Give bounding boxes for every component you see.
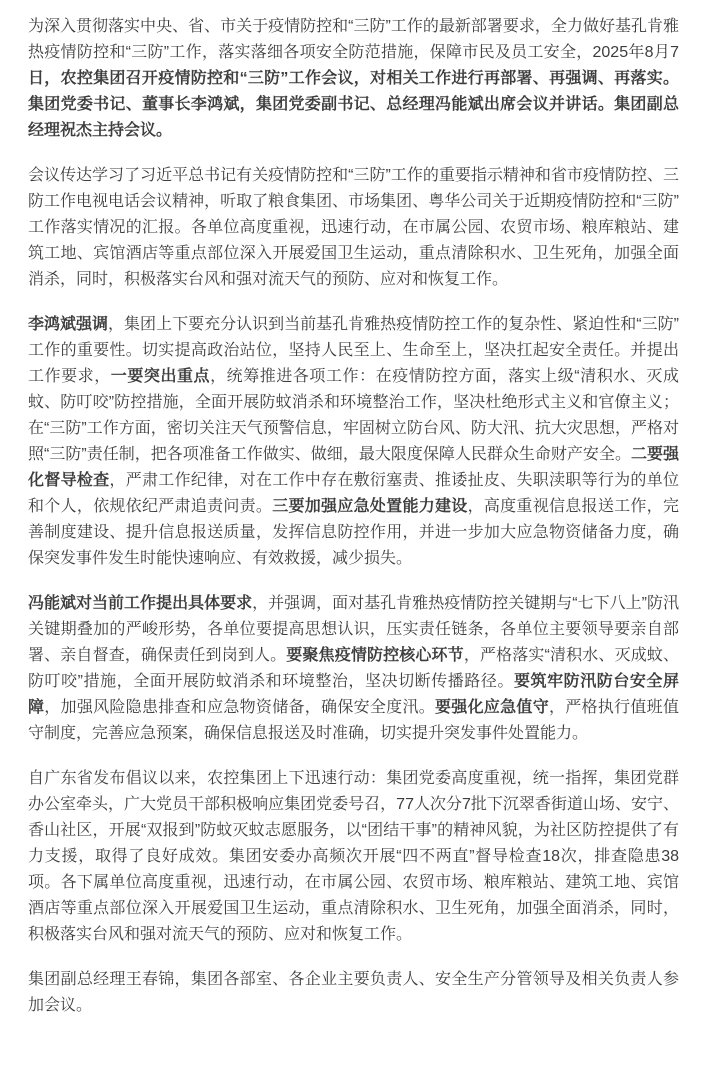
emphasis-text: 要强化应急值守 — [435, 699, 549, 716]
body-text: ，高度重视信息报送工作，完善制度建设、提升信息报送质量，发挥信息防控作用，并进一步加大应急物资储备力度，确保突发事件发生时能快速响应、有效救援，减少损失。 — [28, 498, 679, 567]
body-text: ，严肃工作纪律，对在工作中存在敷衍塞责、推诿扯皮、失职渎职等行为的单位和个人，依规依纪严肃追责问责。 — [28, 472, 679, 515]
article-paragraphs — [28, 14, 679, 1019]
body-text: ，严格执行值班值守制度，完善应急预案，确保信息报送及时准确，切实提升突发事件处置能力。 — [28, 699, 679, 742]
body-text: 集团副总经理王春锦，集团各部室、各企业主要负责人、安全生产分管领导及相关负责人参加会议。 — [28, 971, 679, 1014]
body-text: ，统筹推进各项工作：在疫情防控方面，落实上级“清积水、灭成蚊、防叮咬”防控措施，全面开展防蚊消杀和环境整治工作，坚决杜绝形式主义和官僚主义；在“三防”工作方面，密切关注天气预警信息，牢固树立防台风、防大汛、抗大灾思想，严格对照“三防”责任制，把各项准备工作做实、做细，最大限度保障人民群众生命财产安全。 — [28, 368, 679, 463]
body-text: 会议传达学习了习近平总书记有关疫情防控和“三防”工作的重要指示精神和省市疫情防控、三防工作电视电话会议精神，听取了粮食集团、市场集团、粤华公司关于近期疫情防控和“三防”工作落实情况的汇报。各单位高度重视，迅速行动，在市属公园、农贸市场、粮库粮站、建筑工地、宾馆酒店等重点部位深入开展爱国卫生运动，重点清除积水、卫生死角，加强全面消杀，同时，积极落实台风和强对流天气的预防、应对和恢复工作。 — [28, 167, 679, 288]
body-text: ，严格落实“清积水、灭成蚊、防叮咬”措施，全面开展防蚊消杀和环境整治，坚决切断传播路径。 — [28, 647, 679, 690]
emphasis-text: 三要加强应急处置能力建设 — [272, 498, 468, 515]
body-text: ，并强调，面对基孔肯雅热疫情防控关键期与“七下八上”防汛关键期叠加的严峻形势，各单位要提高思想认识，压实责任链条，各单位主要领导要亲自部署、亲自督查，确保责任到岗到人。 — [28, 595, 679, 664]
paragraph — [28, 967, 679, 1019]
body-text: ，加强风险隐患排查和应急物资储备，确保安全度汛。 — [44, 699, 436, 716]
paragraph — [28, 14, 679, 144]
emphasis-text: 李鸿斌强调 — [28, 316, 109, 333]
paragraph — [28, 163, 679, 293]
emphasis-text: 日，农控集团召开疫情防控和“三防”工作会议，对相关工作进行再部署、再强调、再落实。集团党委书记、董事长李鸿斌，集团党委副书记、总经理冯能斌出席会议并讲话。集团副总经理祝杰主持会议。 — [28, 70, 679, 139]
emphasis-text: 二要强化督导检查 — [28, 446, 679, 489]
emphasis-text: 冯能斌对当前工作提出具体要求 — [28, 595, 253, 612]
emphasis-text: 一要突出重点 — [110, 368, 211, 385]
body-text: 自广东省发布倡议以来，农控集团上下迅速行动：集团党委高度重视，统一指挥，集团党群办公室牵头，广大党员干部积极响应集团党委号召，77人次分7批下沉翠香街道山场、安宁、香山社区，开展“双报到”防蚊灭蚊志愿服务，以“团结干事”的精神风貌，为社区防控提供了有力支援，取得了良好成效。集团安委办高频次开展“四不两直”督导检查18次，排查隐患38项。各下属单位高度重视，迅速行动，在市属公园、农贸市场、粮库粮站、建筑工地、宾馆酒店等重点部位深入开展爱国卫生运动，重点清除积水、卫生死角，加强全面消杀，同时，积极落实台风和强对流天气的预防、应对和恢复工作。 — [28, 770, 679, 943]
paragraph — [28, 312, 679, 572]
body-text: ，集团上下要充分认识到当前基孔肯雅热疫情防控工作的复杂性、紧迫性和“三防”工作的重要性。切实提高政治站位，坚持人民至上、生命至上，坚决扛起安全责任。并提出工作要求， — [28, 316, 679, 385]
article-body — [28, 14, 679, 1019]
emphasis-text: 要筑牢防汛防台安全屏障 — [28, 673, 679, 716]
paragraph — [28, 591, 679, 747]
paragraph — [28, 766, 679, 948]
body-text: 为深入贯彻落实中央、省、市关于疫情防控和“三防”工作的最新部署要求，全力做好基孔肯雅热疫情防控和“三防”工作，落实落细各项安全防范措施，保障市民及员工安全，2025年8月7 — [28, 18, 679, 61]
emphasis-text: 要聚焦疫情防控核心环节 — [286, 647, 464, 664]
